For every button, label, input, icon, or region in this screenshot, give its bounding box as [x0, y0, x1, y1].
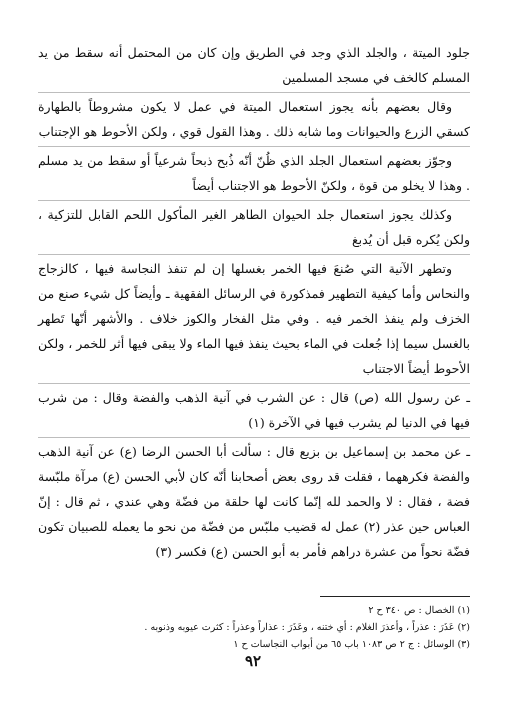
paragraph-separator — [38, 146, 470, 147]
body-text — [38, 40, 470, 564]
page-number: ٩٢ — [244, 652, 262, 670]
paragraph-separator — [38, 383, 470, 384]
footnote-2: (٢) عَذَرَ : عذراً ، وأعذرَ الغلام : أي ختنه ، وعَذَرَ : عذاراً وعذراً : كثرت عيوبه وذنوبه . — [144, 622, 470, 633]
hadith-ibn-bazi: ـ عن محمد بن إسماعيل بن بزيع قال : سألت أبا الحسن الرضا (ع) عن آنية الذهب والفضة فكرههما ، فقلت قد روى بعض أصحابنا أنّه كان لأبي الحسن (ع) مرآة ملبّسة فضة ، فقال : لا والحمد لله إنّما كانت لها حلقة من فضّة وهي عندي ، ثم قال : إنّ العباس حين عذر (٢) عمل له قضيب ملبّس من فضّة من نحو ما يعمله للصبيان تكون فضّة نحواً من عشرة دراهم فأمر به أبو الحسن (ع) فكسر (٣) — [38, 444, 470, 559]
paragraph-separator — [38, 254, 470, 255]
footnote-1: (١) الخصال : ص ٣٤٠ ح ٢ — [368, 605, 470, 616]
footnotes — [60, 602, 470, 653]
paragraph-animal-skin: وكذلك يجوز استعمال جلد الحيوان الطاهر الغير المأكول اللحم القابل للتزكية ، ولكن يُكره قبل أن يُدبغ — [38, 207, 470, 247]
hadith-prophet: ـ عن رسول الله (ص) قال : عن الشرب في آنية الذهب والفضة وقال : من شرب فيها في الدنيا لم يشرب فيها في الآخرة (١) — [38, 390, 470, 430]
paragraph-slaughtered-leather: وجوّز بعضهم استعمال الجلد الذي ظُنّ أنّه ذُبح ذبحاً شرعياً أو سقط من يد مسلم . وهذا لا يخلو من قوة ، ولكنّ الأحوط هو الاجتناب أيضاً — [38, 153, 470, 193]
footnote-divider — [320, 596, 470, 597]
paragraph-separator — [38, 200, 470, 201]
paragraph-separator — [38, 92, 470, 93]
paragraph-carrion-use: وقال بعضهم بأنه يجوز استعمال الميتة في عمل لا يكون مشروطاً بالطهارة كسقي الزرع والحيوانات وما شابه ذلك . وهذا القول قوي ، ولكن الأحوط هو الإجتناب — [38, 99, 470, 139]
paragraph-wine-vessels: وتطهر الآنية التي صُنعَ فيها الخمر بغسلها إن لم تنفذ النجاسة فيها ، كالزجاج والنحاس وأما كيفية التطهير فمذكورة في الرسائل الفقهية ـ وأيضاً كل شيء صنع من الخزف ولم ينفذ الخمر فيه . وفي مثل الفخار والكوز خلاف . والأشهر أنّها تَطهر بالغسل سيما إذا جُعلت في الماء بحيث ينفذ فيها الماء ولا يبقى فيها أثر للخمر ، ولكن الأحوط أيضاً الاجتناب — [38, 261, 470, 376]
paragraph-leather-continuation: جلود الميتة ، والجلد الذي وجد في الطريق وإن كان من المحتمل أنه سقط من يد المسلم كالخف في مسجد المسلمين — [38, 45, 470, 85]
footnote-3: (٣) الوسائل : ج ٢ ص ١٠٨٣ باب ٦٥ من أبواب النجاسات ح ١ — [233, 639, 470, 650]
paragraph-separator — [38, 437, 470, 438]
